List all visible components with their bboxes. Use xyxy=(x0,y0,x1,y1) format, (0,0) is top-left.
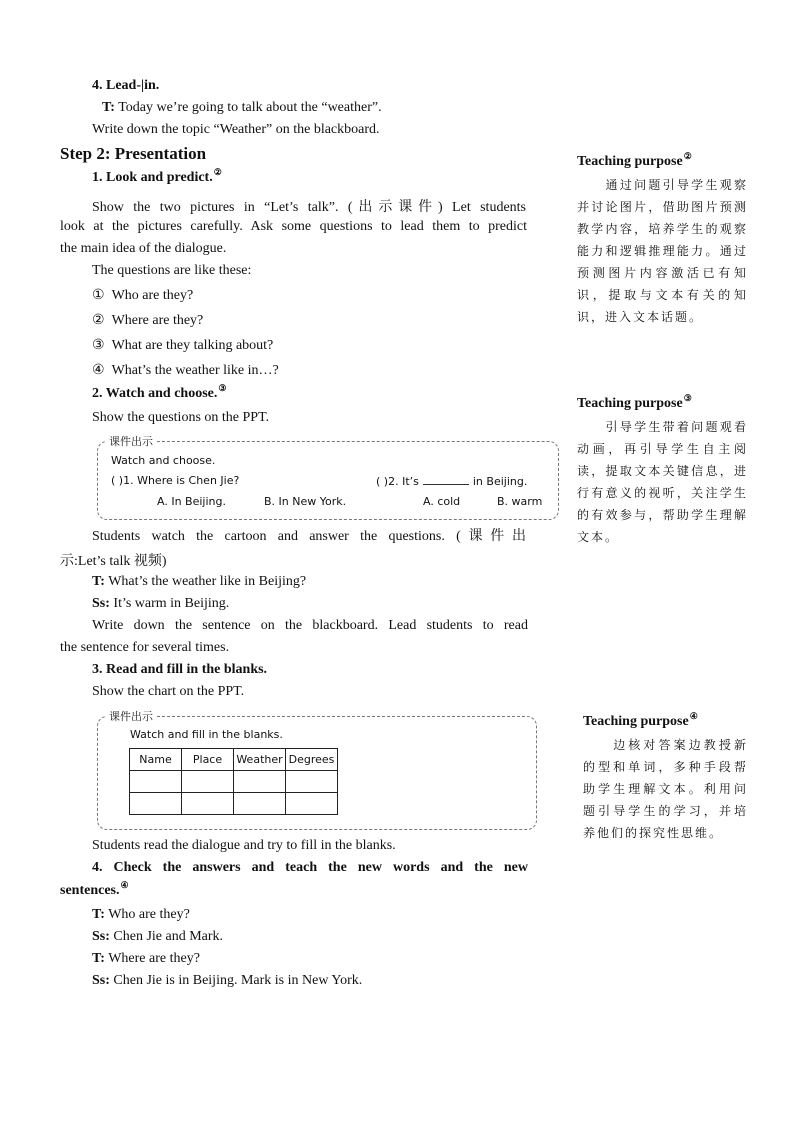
speech-text: Today we’re going to talk about the “weather”. xyxy=(118,100,382,115)
title-text: Teaching purpose xyxy=(577,154,683,169)
footnote-ref: ② xyxy=(213,167,222,177)
look-predict-line1: Show the two pictures in “Let’s talk”. (出示课件) Let students xyxy=(92,200,526,215)
read-fill-show: Show the chart on the PPT. xyxy=(92,684,245,699)
option-a: A. cold xyxy=(423,495,461,508)
footnote-ref: ② xyxy=(683,151,692,161)
speaker-label: Ss: xyxy=(92,929,110,944)
option-b: B. In New York. xyxy=(264,495,347,508)
speaker-label: Ss: xyxy=(92,973,110,988)
footnote-ref: ④ xyxy=(689,711,698,721)
lead-in-note: Write down the topic “Weather” on the blackboard. xyxy=(92,122,380,137)
table-cell xyxy=(130,771,182,793)
look-predict-line2: look at the pictures carefully. Ask some questions to lead them to predict xyxy=(60,219,527,234)
teaching-purpose-body: 引导学生带着问题观看动画，再引导学生自主阅读，提取文本关键信息，进行有意义的视听，关注学生的有效参与，帮助学生理解文本。 xyxy=(577,420,748,544)
read-fill-after: Students read the dialogue and try to fill in the blanks. xyxy=(92,838,396,853)
teaching-purpose-body: 边核对答案边教授新的型和单词，多种手段帮助学生理解文本。利用问题引导学生的学习，并培养他们的探究性思维。 xyxy=(583,738,748,840)
table-cell xyxy=(286,771,338,793)
dialogue-line xyxy=(92,574,306,590)
teaching-purpose-title xyxy=(577,151,692,170)
ppt-instruction: Watch and choose. xyxy=(111,454,216,467)
answer-paren: ( ) xyxy=(376,475,389,488)
column-header: Place xyxy=(182,749,234,771)
footnote-ref: ③ xyxy=(218,383,227,393)
option-a: A. In Beijing. xyxy=(157,495,226,508)
step2-title: Step 2: Presentation xyxy=(60,144,207,163)
column-header: Degrees xyxy=(286,749,338,771)
column-header: Name xyxy=(130,749,182,771)
dialogue-line xyxy=(92,929,223,945)
footnote-ref: ③ xyxy=(683,393,692,403)
table-row xyxy=(130,793,338,815)
heading-text: sentences. xyxy=(60,883,120,898)
speech-text: Who are they? xyxy=(108,907,190,922)
speech-text: What’s the weather like in Beijing? xyxy=(108,574,307,589)
dialogue-line xyxy=(92,907,190,923)
speech-text: Chen Jie is in Beijing. Mark is in New York. xyxy=(113,973,363,988)
dialogue-line xyxy=(92,951,200,967)
answer-paren: ( ) xyxy=(111,474,124,487)
question-item xyxy=(92,287,193,304)
speech-text: It’s warm in Beijing. xyxy=(113,596,230,611)
look-predict-line3: the main idea of the dialogue. xyxy=(60,241,227,256)
speaker-label: Ss: xyxy=(92,596,110,611)
speaker-label: T: xyxy=(92,574,105,589)
read-fill-heading: 3. Read and fill in the blanks. xyxy=(92,662,268,677)
write-line2: the sentence for several times. xyxy=(60,640,230,655)
speaker-label: T: xyxy=(92,907,105,922)
question-item xyxy=(92,312,203,329)
question-text: in Beijing. xyxy=(472,475,528,488)
question-text: 2. It’s xyxy=(388,475,419,488)
question-text: What’s the weather like in…? xyxy=(111,363,279,378)
speaker-label: T: xyxy=(102,100,115,115)
teaching-purpose-title xyxy=(583,711,698,730)
question-item xyxy=(92,337,273,354)
ppt-question-2 xyxy=(376,474,527,488)
ppt-question-1 xyxy=(111,474,239,487)
speech-text: Chen Jie and Mark. xyxy=(113,929,224,944)
table-row xyxy=(130,771,338,793)
watch-line2: 示:Let’s talk 视频) xyxy=(60,554,167,569)
lead-in-heading: 4. Lead-|in. xyxy=(92,78,160,93)
question-number: ① xyxy=(92,288,105,303)
check-heading-line1: 4. Check the answers and teach the new words and the new xyxy=(92,860,528,875)
ppt-instruction: Watch and fill in the blanks. xyxy=(130,728,283,741)
footnote-ref: ④ xyxy=(120,880,129,890)
questions-intro: The questions are like these: xyxy=(92,263,252,278)
table-cell xyxy=(234,793,286,815)
watch-line1: Students watch the cartoon and answer the questions. (课件出 xyxy=(92,529,526,544)
dialogue-line xyxy=(92,973,362,989)
check-heading-line2 xyxy=(60,880,129,899)
table-cell xyxy=(130,793,182,815)
lead-in-teacher-line xyxy=(102,100,382,116)
watch-choose-heading xyxy=(92,383,227,402)
ppt-tag: 课件出示 xyxy=(106,708,156,724)
title-text: Teaching purpose xyxy=(583,714,689,729)
question-number: ④ xyxy=(92,363,105,378)
teaching-purpose-body: 通过问题引导学生观察并讨论图片，借助图片预测教学内容，培养学生的观察能力和逻辑推理能力。通过预测图片内容激活已有知识，提取与文本有关的知识，进入文本话题。 xyxy=(577,178,748,324)
speech-text: Where are they? xyxy=(108,951,200,966)
option-b: B. warm xyxy=(497,495,543,508)
question-text: Who are they? xyxy=(111,288,194,303)
question-number: ② xyxy=(92,313,105,328)
title-text: Teaching purpose xyxy=(577,396,683,411)
table-cell xyxy=(182,771,234,793)
ppt-tag: 课件出示 xyxy=(106,433,156,449)
fill-chart xyxy=(129,748,338,815)
fill-blank xyxy=(423,474,469,485)
write-line1: Write down the sentence on the blackboard. Lead students to read xyxy=(92,618,528,633)
speaker-label: T: xyxy=(92,951,105,966)
table-cell xyxy=(182,793,234,815)
heading-text: 2. Watch and choose. xyxy=(92,386,218,401)
watch-choose-show: Show the questions on the PPT. xyxy=(92,410,270,425)
table-header-row xyxy=(130,749,338,771)
column-header: Weather xyxy=(234,749,286,771)
question-item xyxy=(92,362,279,379)
teaching-purpose-title xyxy=(577,393,692,412)
question-number: ③ xyxy=(92,338,105,353)
table-cell xyxy=(234,771,286,793)
look-predict-heading xyxy=(92,167,222,186)
heading-text: 1. Look and predict. xyxy=(92,170,213,185)
question-text: What are they talking about? xyxy=(111,338,274,353)
question-text: Where are they? xyxy=(111,313,204,328)
dialogue-line xyxy=(92,596,229,612)
question-text: 1. Where is Chen Jie? xyxy=(123,474,240,487)
table-cell xyxy=(286,793,338,815)
